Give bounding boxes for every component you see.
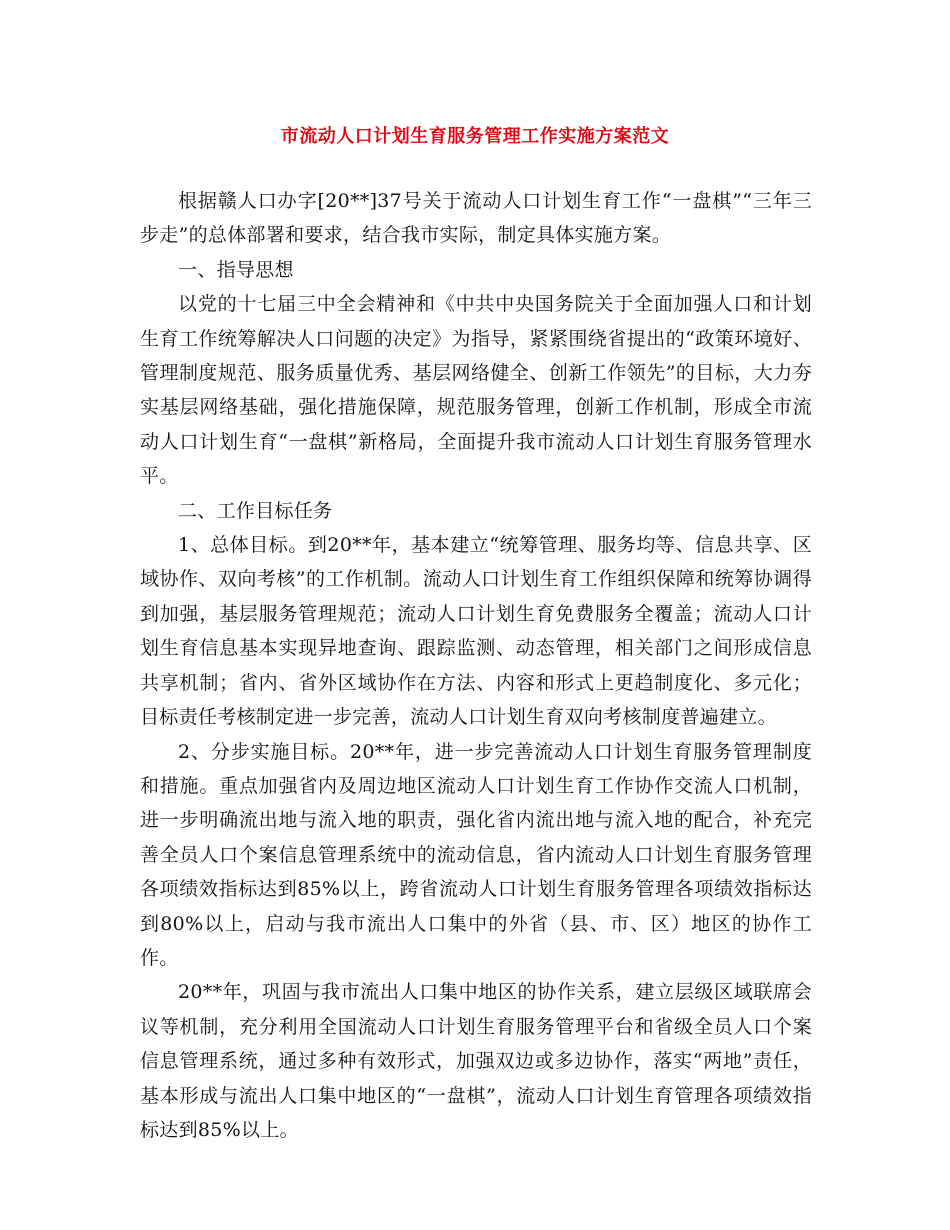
paragraph-phased-goal: 2、分步实施目标。20**年，进一步完善流动人口计划生育服务管理制度和措施。重点加强省内及周边地区流动人口计划生育工作协作交流人口机制，进一步明确流出地与流入地的职责，强化省内流出地与流入地的配合，补充完善全员人口个案信息管理系统中的流动信息，省内流动人口计划生育服务管理各项绩效指标达到85%以上，跨省流动人口计划生育服务管理各项绩效指标达到80%以上，启动与我市流出人口集中的外省（县、市、区）地区的协作工作。 [140,740,812,969]
paragraph-phased-goal-continued: 20**年，巩固与我市流出人口集中地区的协作关系，建立层级区域联席会议等机制，充分利用全国流动人口计划生育服务管理平台和省级全员人口个案信息管理系统，通过多种有效形式，加强双边或多边协作，落实“两地”责任，基本形成与流出人口集中地区的“一盘棋”，流动人口计划生育管理各项绩效指标达到85%以上。 [140,981,812,1141]
section-heading-goals-tasks: 二、工作目标任务 [178,499,333,522]
paragraph-guiding-ideology: 以党的十七届三中全会精神和《中共中央国务院关于全面加强人口和计划生育工作统筹解决人口问题的决定》为指导，紧紧围绕省提出的“政策环境好、管理制度规范、服务质量优秀、基层网络健全、创新工作领先”的目标，大力夯实基层网络基础，强化措施保障，规范服务管理，创新工作机制，形成全市流动人口计划生育“一盘棋”新格局，全面提升我市流动人口计划生育服务管理水平。 [140,293,812,488]
paragraph-overall-goal: 1、总体目标。到20**年，基本建立“统筹管理、服务均等、信息共享、区域协作、双向考核”的工作机制。流动人口计划生育工作组织保障和统筹协调得到加强，基层服务管理规范；流动人口计划生育免费服务全覆盖；流动人口计划生育信息基本实现异地查询、跟踪监测、动态管理，相关部门之间形成信息共享机制；省内、省外区域协作在方法、内容和形式上更趋制度化、多元化；目标责任考核制定进一步完善，流动人口计划生育双向考核制度普遍建立。 [140,534,812,729]
paragraph-intro: 根据赣人口办字[20**]37号关于流动人口计划生育工作“一盘棋”“三年三步走”的总体部署和要求，结合我市实际，制定具体实施方案。 [140,190,812,247]
document-title: 市流动人口计划生育服务管理工作实施方案范文 [280,126,670,147]
section-heading-guiding-ideology: 一、指导思想 [178,258,294,281]
document-body [140,184,812,1147]
